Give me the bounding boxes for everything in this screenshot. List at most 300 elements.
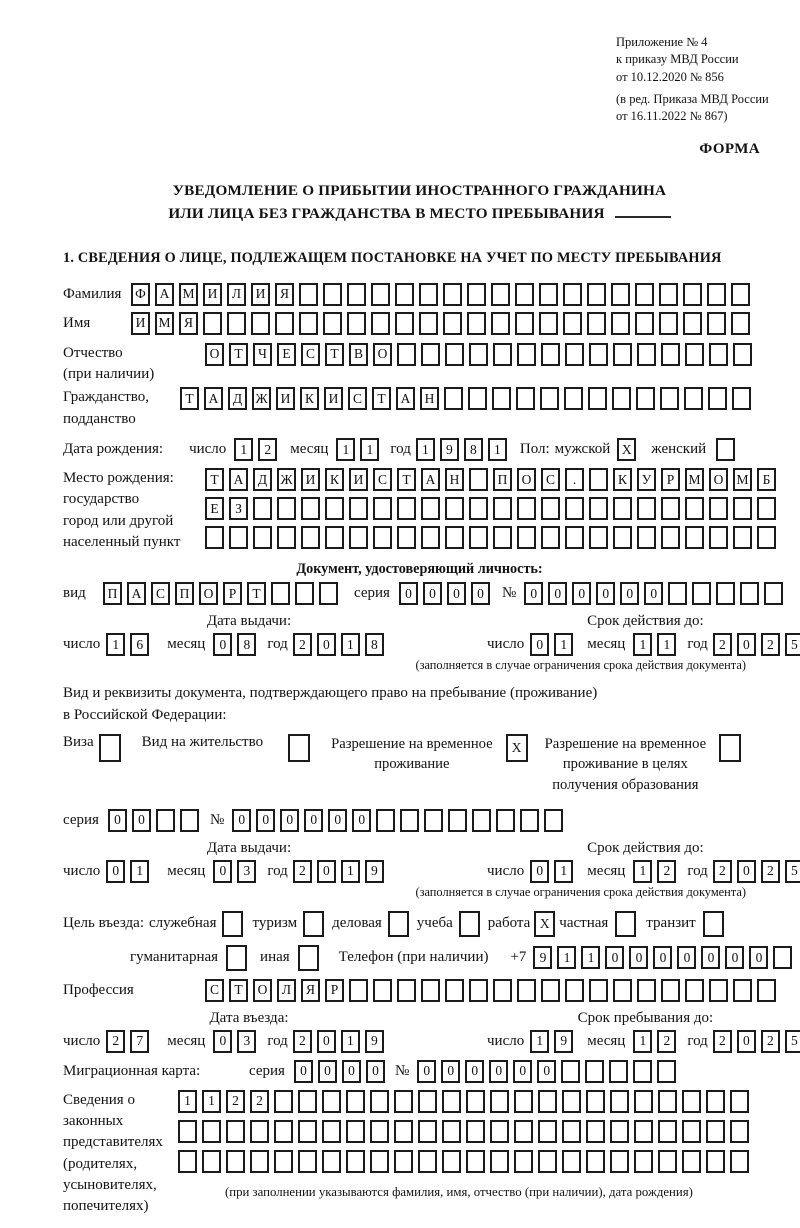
doc-number-input[interactable] [524,582,783,605]
char-cell[interactable] [493,979,512,1002]
char-cell[interactable]: 0 [548,582,567,605]
char-cell[interactable] [611,312,630,335]
char-cell[interactable] [418,1090,437,1113]
char-cell[interactable]: Т [229,979,248,1002]
char-cell[interactable] [538,1120,557,1143]
birth-year-input[interactable] [416,438,507,461]
char-cell[interactable] [376,809,395,832]
doc-issue-year-input[interactable] [293,633,384,656]
char-cell[interactable] [517,343,536,366]
char-cell[interactable] [469,468,488,491]
birth-month-input[interactable] [336,438,379,461]
char-cell[interactable]: 0 [524,582,543,605]
char-cell[interactable]: М [685,468,704,491]
permit-valid-year-input[interactable] [713,860,800,883]
char-cell[interactable] [323,283,342,306]
char-cell[interactable]: 1 [360,438,379,461]
char-cell[interactable] [565,343,584,366]
char-cell[interactable]: 0 [465,1060,484,1083]
char-cell[interactable] [394,1090,413,1113]
char-cell[interactable] [466,1120,485,1143]
char-cell[interactable]: 0 [572,582,591,605]
char-cell[interactable]: 0 [318,1060,337,1083]
migration-series-input[interactable] [294,1060,385,1083]
char-cell[interactable]: Я [275,283,294,306]
char-cell[interactable] [708,387,727,410]
char-cell[interactable] [178,1120,197,1143]
char-cell[interactable]: 6 [130,633,149,656]
char-cell[interactable]: . [565,468,584,491]
char-cell[interactable] [730,1150,749,1173]
char-cell[interactable]: 2 [761,860,780,883]
char-cell[interactable] [459,911,480,937]
char-cell[interactable] [586,1090,605,1113]
char-cell[interactable] [253,526,272,549]
char-cell[interactable] [709,526,728,549]
char-cell[interactable]: Т [397,468,416,491]
char-cell[interactable]: 5 [785,1030,800,1053]
char-cell[interactable] [370,1090,389,1113]
char-cell[interactable] [658,1150,677,1173]
char-cell[interactable]: 1 [336,438,355,461]
char-cell[interactable]: И [276,387,295,410]
char-cell[interactable]: Т [372,387,391,410]
char-cell[interactable]: 8 [237,633,256,656]
char-cell[interactable] [609,1060,628,1083]
char-cell[interactable] [467,312,486,335]
char-cell[interactable]: 2 [293,633,312,656]
char-cell[interactable]: Я [301,979,320,1002]
char-cell[interactable] [370,1120,389,1143]
char-cell[interactable]: X [617,438,636,461]
char-cell[interactable]: 2 [293,860,312,883]
char-cell[interactable]: Д [253,468,272,491]
char-cell[interactable] [274,1150,293,1173]
char-cell[interactable] [637,497,656,520]
char-cell[interactable]: 1 [488,438,507,461]
char-cell[interactable] [615,911,636,937]
char-cell[interactable]: 2 [657,1030,676,1053]
char-cell[interactable]: О [709,468,728,491]
char-cell[interactable]: С [348,387,367,410]
char-cell[interactable]: 0 [737,633,756,656]
char-cell[interactable] [589,343,608,366]
char-cell[interactable] [325,526,344,549]
char-cell[interactable]: 0 [605,946,624,969]
char-cell[interactable] [515,283,534,306]
male-checkbox[interactable] [617,438,636,461]
char-cell[interactable] [514,1090,533,1113]
char-cell[interactable]: Ж [277,468,296,491]
char-cell[interactable]: 1 [234,438,253,461]
char-cell[interactable] [634,1120,653,1143]
char-cell[interactable]: 2 [106,1030,125,1053]
char-cell[interactable]: В [349,343,368,366]
char-cell[interactable] [637,343,656,366]
char-cell[interactable]: 1 [130,860,149,883]
char-cell[interactable] [658,1120,677,1143]
char-cell[interactable] [349,979,368,1002]
char-cell[interactable] [706,1120,725,1143]
temp-residence-checkbox[interactable] [506,734,528,762]
char-cell[interactable] [445,979,464,1002]
char-cell[interactable] [400,809,419,832]
char-cell[interactable]: И [251,283,270,306]
char-cell[interactable] [709,343,728,366]
char-cell[interactable] [229,526,248,549]
char-cell[interactable]: А [155,283,174,306]
char-cell[interactable] [764,582,783,605]
char-cell[interactable] [323,312,342,335]
char-cell[interactable]: 0 [317,633,336,656]
birthplace-row1-input[interactable] [205,468,776,491]
char-cell[interactable] [443,283,462,306]
doc-series-input[interactable] [399,582,490,605]
char-cell[interactable]: 1 [106,633,125,656]
char-cell[interactable] [661,526,680,549]
char-cell[interactable] [346,1090,365,1113]
char-cell[interactable] [520,809,539,832]
char-cell[interactable] [373,979,392,1002]
char-cell[interactable]: 1 [416,438,435,461]
char-cell[interactable]: Л [227,283,246,306]
char-cell[interactable] [469,343,488,366]
char-cell[interactable]: 0 [441,1060,460,1083]
char-cell[interactable] [298,1150,317,1173]
char-cell[interactable] [466,1090,485,1113]
char-cell[interactable] [733,343,752,366]
permit-series-input[interactable] [108,809,199,832]
char-cell[interactable]: 0 [677,946,696,969]
char-cell[interactable] [773,946,792,969]
char-cell[interactable] [637,526,656,549]
char-cell[interactable] [271,582,290,605]
char-cell[interactable] [227,312,246,335]
char-cell[interactable] [716,582,735,605]
char-cell[interactable] [496,809,515,832]
profession-input[interactable] [205,979,776,1002]
purpose-private-checkbox[interactable] [615,911,636,937]
char-cell[interactable]: М [155,312,174,335]
char-cell[interactable] [682,1090,701,1113]
char-cell[interactable]: Е [277,343,296,366]
char-cell[interactable] [540,387,559,410]
char-cell[interactable]: М [179,283,198,306]
char-cell[interactable]: 0 [423,582,442,605]
char-cell[interactable]: 1 [178,1090,197,1113]
char-cell[interactable]: 2 [226,1090,245,1113]
char-cell[interactable] [565,526,584,549]
citizenship-input[interactable] [180,387,751,410]
char-cell[interactable]: 0 [213,633,232,656]
char-cell[interactable] [585,1060,604,1083]
char-cell[interactable]: О [517,468,536,491]
char-cell[interactable] [491,312,510,335]
char-cell[interactable]: 2 [713,1030,732,1053]
char-cell[interactable] [541,526,560,549]
char-cell[interactable] [538,1150,557,1173]
char-cell[interactable]: 0 [294,1060,313,1083]
representatives-row2-input[interactable] [178,1120,749,1143]
char-cell[interactable]: 8 [365,633,384,656]
char-cell[interactable] [469,979,488,1002]
purpose-official-checkbox[interactable] [222,911,243,937]
char-cell[interactable]: 0 [106,860,125,883]
char-cell[interactable]: 9 [365,860,384,883]
char-cell[interactable] [682,1150,701,1173]
char-cell[interactable] [562,1150,581,1173]
doc-kind-input[interactable] [103,582,338,605]
char-cell[interactable] [469,497,488,520]
char-cell[interactable] [299,312,318,335]
char-cell[interactable]: 0 [213,1030,232,1053]
char-cell[interactable] [349,497,368,520]
char-cell[interactable]: С [205,979,224,1002]
char-cell[interactable] [515,312,534,335]
char-cell[interactable] [709,979,728,1002]
char-cell[interactable]: 8 [464,438,483,461]
char-cell[interactable] [633,1060,652,1083]
char-cell[interactable] [490,1150,509,1173]
char-cell[interactable] [373,497,392,520]
char-cell[interactable]: 3 [237,1030,256,1053]
char-cell[interactable] [370,1150,389,1173]
char-cell[interactable] [661,343,680,366]
char-cell[interactable]: 1 [554,860,573,883]
char-cell[interactable]: П [103,582,122,605]
char-cell[interactable] [661,497,680,520]
char-cell[interactable] [716,438,735,461]
char-cell[interactable]: С [151,582,170,605]
char-cell[interactable] [421,526,440,549]
char-cell[interactable] [178,1150,197,1173]
char-cell[interactable]: 0 [256,809,275,832]
char-cell[interactable] [733,526,752,549]
representatives-row1-input[interactable] [178,1090,749,1113]
char-cell[interactable]: Т [180,387,199,410]
char-cell[interactable]: М [733,468,752,491]
char-cell[interactable] [612,387,631,410]
char-cell[interactable] [490,1120,509,1143]
char-cell[interactable] [251,312,270,335]
char-cell[interactable]: 0 [342,1060,361,1083]
char-cell[interactable] [685,343,704,366]
char-cell[interactable] [492,387,511,410]
char-cell[interactable]: Р [325,979,344,1002]
permit-issue-month-input[interactable] [213,860,256,883]
char-cell[interactable] [731,283,750,306]
char-cell[interactable] [202,1150,221,1173]
char-cell[interactable] [740,582,759,605]
birthplace-row3-input[interactable] [205,526,776,549]
entry-year-input[interactable] [293,1030,384,1053]
char-cell[interactable]: 0 [132,809,151,832]
char-cell[interactable]: 0 [399,582,418,605]
permit-issue-day-input[interactable] [106,860,149,883]
char-cell[interactable] [421,343,440,366]
char-cell[interactable] [371,312,390,335]
char-cell[interactable] [610,1150,629,1173]
char-cell[interactable]: А [229,468,248,491]
char-cell[interactable] [516,387,535,410]
char-cell[interactable] [683,312,702,335]
char-cell[interactable] [587,283,606,306]
char-cell[interactable]: Ч [253,343,272,366]
char-cell[interactable] [419,283,438,306]
char-cell[interactable] [347,283,366,306]
char-cell[interactable]: 0 [304,809,323,832]
char-cell[interactable] [388,911,409,937]
char-cell[interactable] [418,1120,437,1143]
char-cell[interactable]: О [373,343,392,366]
char-cell[interactable] [226,1150,245,1173]
char-cell[interactable] [253,497,272,520]
patronymic-input[interactable] [205,343,752,366]
char-cell[interactable] [514,1120,533,1143]
char-cell[interactable] [421,497,440,520]
char-cell[interactable]: 1 [633,1030,652,1053]
char-cell[interactable] [517,979,536,1002]
char-cell[interactable]: 0 [653,946,672,969]
char-cell[interactable] [394,1150,413,1173]
char-cell[interactable]: З [229,497,248,520]
char-cell[interactable] [589,468,608,491]
char-cell[interactable] [683,283,702,306]
char-cell[interactable] [445,343,464,366]
char-cell[interactable] [397,343,416,366]
char-cell[interactable]: 1 [341,1030,360,1053]
char-cell[interactable]: И [349,468,368,491]
char-cell[interactable]: А [396,387,415,410]
char-cell[interactable]: 0 [530,860,549,883]
char-cell[interactable] [563,312,582,335]
char-cell[interactable] [467,283,486,306]
char-cell[interactable] [634,1090,653,1113]
char-cell[interactable] [319,582,338,605]
char-cell[interactable] [298,1120,317,1143]
char-cell[interactable] [731,312,750,335]
char-cell[interactable] [684,387,703,410]
char-cell[interactable] [468,387,487,410]
char-cell[interactable] [288,734,310,762]
char-cell[interactable] [469,526,488,549]
char-cell[interactable] [517,526,536,549]
char-cell[interactable]: Т [205,468,224,491]
char-cell[interactable] [635,283,654,306]
char-cell[interactable]: 2 [713,860,732,883]
char-cell[interactable]: 0 [471,582,490,605]
char-cell[interactable] [156,809,175,832]
doc-issue-month-input[interactable] [213,633,256,656]
char-cell[interactable]: 1 [581,946,600,969]
char-cell[interactable] [493,526,512,549]
char-cell[interactable] [757,526,776,549]
char-cell[interactable] [421,979,440,1002]
char-cell[interactable]: 0 [725,946,744,969]
char-cell[interactable]: 0 [620,582,639,605]
char-cell[interactable]: И [301,468,320,491]
char-cell[interactable] [541,497,560,520]
char-cell[interactable]: Ф [131,283,150,306]
char-cell[interactable] [610,1090,629,1113]
char-cell[interactable] [733,979,752,1002]
char-cell[interactable] [659,283,678,306]
char-cell[interactable] [730,1090,749,1113]
char-cell[interactable]: 0 [366,1060,385,1083]
char-cell[interactable]: 0 [328,809,347,832]
char-cell[interactable]: 1 [530,1030,549,1053]
char-cell[interactable] [226,945,247,971]
char-cell[interactable] [445,526,464,549]
char-cell[interactable]: Ж [252,387,271,410]
purpose-work-checkbox[interactable] [534,911,555,937]
entry-day-input[interactable] [106,1030,149,1053]
char-cell[interactable] [298,945,319,971]
char-cell[interactable] [443,312,462,335]
char-cell[interactable]: 0 [749,946,768,969]
char-cell[interactable] [222,911,243,937]
char-cell[interactable] [325,497,344,520]
migration-number-input[interactable] [417,1060,676,1083]
char-cell[interactable] [544,809,563,832]
given-name-input[interactable] [131,312,750,335]
char-cell[interactable] [424,809,443,832]
char-cell[interactable]: 0 [513,1060,532,1083]
char-cell[interactable]: Т [247,582,266,605]
char-cell[interactable] [397,526,416,549]
char-cell[interactable] [562,1090,581,1113]
char-cell[interactable]: С [301,343,320,366]
char-cell[interactable] [493,497,512,520]
char-cell[interactable]: С [373,468,392,491]
char-cell[interactable]: К [613,468,632,491]
char-cell[interactable] [346,1120,365,1143]
char-cell[interactable] [541,343,560,366]
char-cell[interactable]: 1 [202,1090,221,1113]
char-cell[interactable] [274,1090,293,1113]
char-cell[interactable]: 0 [280,809,299,832]
char-cell[interactable]: К [300,387,319,410]
char-cell[interactable]: О [199,582,218,605]
char-cell[interactable]: X [534,911,555,937]
char-cell[interactable]: 9 [440,438,459,461]
char-cell[interactable]: Е [205,497,224,520]
doc-valid-year-input[interactable] [713,633,800,656]
char-cell[interactable] [301,526,320,549]
char-cell[interactable] [472,809,491,832]
char-cell[interactable] [668,582,687,605]
char-cell[interactable] [395,283,414,306]
char-cell[interactable] [298,1090,317,1113]
char-cell[interactable] [707,283,726,306]
char-cell[interactable]: И [203,283,222,306]
char-cell[interactable] [274,1120,293,1143]
char-cell[interactable] [588,387,607,410]
char-cell[interactable]: 0 [596,582,615,605]
char-cell[interactable]: 0 [701,946,720,969]
char-cell[interactable] [466,1150,485,1173]
char-cell[interactable]: 3 [237,860,256,883]
char-cell[interactable]: О [253,979,272,1002]
permit-valid-month-input[interactable] [633,860,676,883]
char-cell[interactable] [442,1120,461,1143]
char-cell[interactable] [442,1090,461,1113]
char-cell[interactable] [373,526,392,549]
char-cell[interactable]: 0 [530,633,549,656]
stay-day-input[interactable] [530,1030,573,1053]
char-cell[interactable]: Р [661,468,680,491]
char-cell[interactable]: 7 [130,1030,149,1053]
